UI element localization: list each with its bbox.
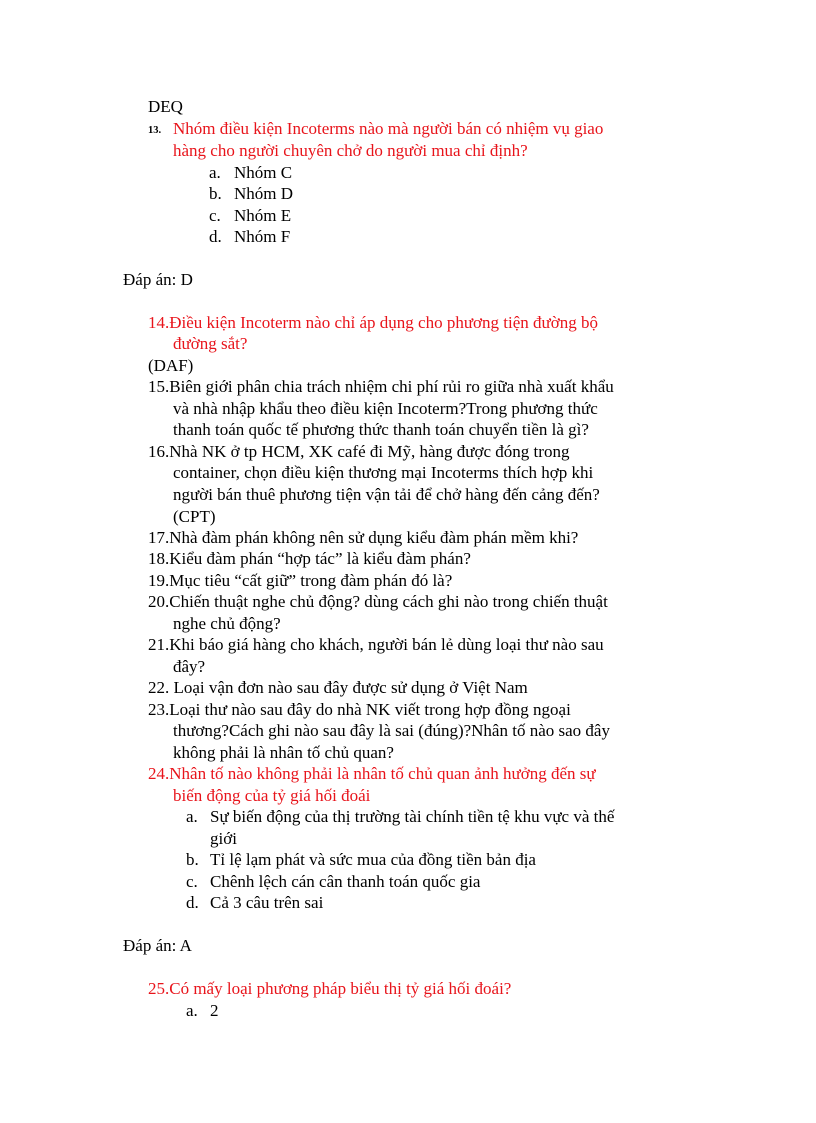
daf-note: (DAF) (148, 356, 194, 375)
q16-line-4: (CPT) (173, 507, 216, 526)
q16-line-2: container, chọn điều kiện thương mại Incoterms thích hợp khi (173, 463, 594, 482)
q25-option-a-text: 2 (210, 1001, 219, 1020)
q13-option-b-text: Nhóm D (234, 184, 294, 203)
q24-option-b-letter: b. (186, 850, 199, 869)
q13-line-2: hàng cho người chuyên chở do người mua chỉ định? (173, 141, 528, 160)
answer-24: Đáp án: A (123, 936, 192, 955)
q17-line: 17.Nhà đàm phán không nên sử dụng kiểu đàm phán mềm khi? (148, 528, 579, 547)
q23-line-3: không phải là nhân tố chủ quan? (173, 743, 394, 762)
answer-13: Đáp án: D (123, 270, 193, 289)
q25-line: 25.Có mấy loại phương pháp biểu thị tỷ giá hối đoái? (148, 979, 512, 998)
q21-line-1: 21.Khi báo giá hàng cho khách, người bán lẻ dùng loại thư nào sau (148, 635, 604, 654)
q13-option-c-text: Nhóm E (234, 206, 292, 225)
q13-option-b-letter: b. (209, 184, 222, 203)
q24-option-c-text: Chênh lệch cán cân thanh toán quốc gia (210, 872, 481, 891)
q22-line: 22. Loại vận đơn nào sau đây được sử dụng ở Việt Nam (148, 678, 528, 697)
q13-option-d-letter: d. (209, 227, 222, 246)
q23-line-1: 23.Loại thư nào sau đây do nhà NK viết trong hợp đồng ngoại (148, 700, 571, 719)
q13-option-c-letter: c. (209, 206, 221, 225)
q15-line-1: 15.Biên giới phân chia trách nhiệm chi phí rủi ro giữa nhà xuất khẩu (148, 377, 614, 396)
q14-line-1: 14.Điều kiện Incoterm nào chỉ áp dụng cho phương tiện đường bộ (148, 313, 598, 332)
q15-line-2: và nhà nhập khẩu theo điều kiện Incoterm?Trong phương thức (173, 399, 598, 418)
q24-option-d-text: Cả 3 câu trên sai (210, 893, 324, 912)
q24-option-a-letter: a. (186, 807, 198, 826)
q20-line-1: 20.Chiến thuật nghe chủ động? dùng cách ghi nào trong chiến thuật (148, 592, 608, 611)
q13-line-1: Nhóm điều kiện Incoterms nào mà người bán có nhiệm vụ giao (173, 119, 604, 138)
q14-line-2: đường sắt? (173, 334, 248, 353)
q23-line-2: thương?Cách ghi nào sau đây là sai (đúng)?Nhân tố nào sao đây (173, 721, 610, 740)
q16-line-3: người bán thuê phương tiện vận tải để chở hàng đến cảng đến? (173, 485, 600, 504)
q24-option-a-line-1: Sự biến động của thị trường tài chính tiền tệ khu vực và thế (210, 807, 615, 826)
q13-option-a-letter: a. (209, 163, 221, 182)
deq-text: DEQ (148, 97, 183, 116)
q21-line-2: đây? (173, 657, 206, 676)
q24-option-b-text: Tỉ lệ lạm phát và sức mua của đồng tiền bản địa (210, 850, 536, 869)
q13-option-a-text: Nhóm C (234, 163, 293, 182)
q25-option-a-letter: a. (186, 1001, 198, 1020)
q24-option-a-line-2: giới (210, 829, 237, 848)
q24-line-2: biến động của tỷ giá hối đoái (173, 786, 371, 805)
q16-line-1: 16.Nhà NK ở tp HCM, XK café đi Mỹ, hàng được đóng trong (148, 442, 570, 461)
q20-line-2: nghe chủ động? (173, 614, 281, 633)
q18-line: 18.Kiểu đàm phán “hợp tác” là kiểu đàm phán? (148, 549, 471, 568)
q24-line-1: 24.Nhân tố nào không phải là nhân tố chủ quan ảnh hưởng đến sự (148, 764, 596, 783)
q13-number: 13. (148, 125, 162, 136)
q13-option-d-text: Nhóm F (234, 227, 291, 246)
q24-option-c-letter: c. (186, 872, 198, 891)
q19-line: 19.Mục tiêu “cất giữ” trong đàm phán đó là? (148, 571, 453, 590)
q24-option-d-letter: d. (186, 893, 199, 912)
q15-line-3: thanh toán quốc tế phương thức thanh toán chuyển tiền là gì? (173, 420, 589, 439)
